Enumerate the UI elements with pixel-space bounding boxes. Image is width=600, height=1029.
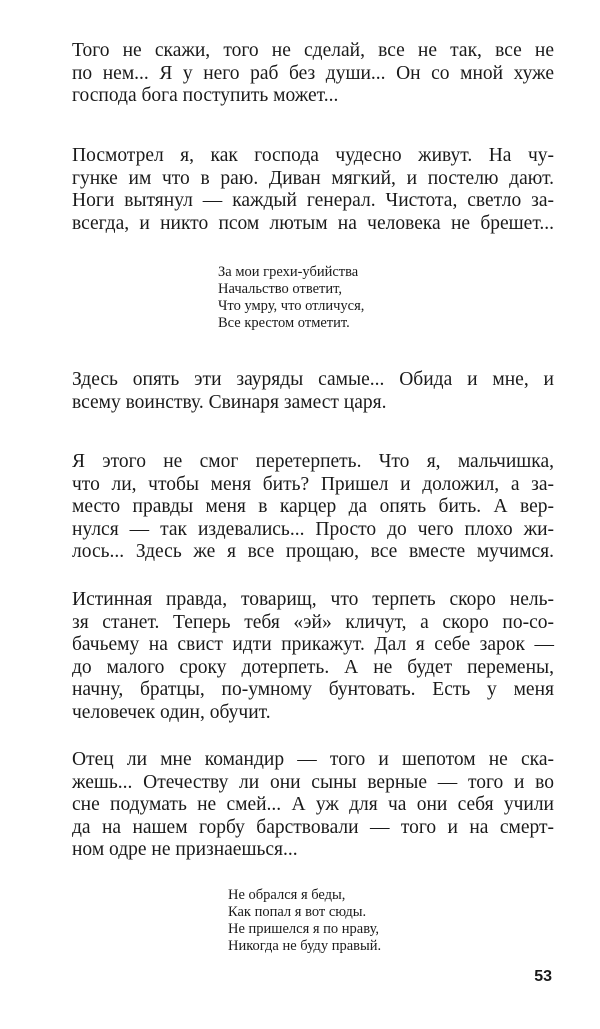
text-line: начну, братцы, по-умному бунтовать. Есть у меня (72, 679, 554, 700)
text-line: Здесь опять эти зауряды самые... Обида и мне, и (72, 369, 554, 390)
text-line: Истинная правда, товарищ, что терпеть скоро нель- (72, 589, 554, 610)
text-line: бачьему на свист идти прикажут. Дал я себе зарок — (72, 634, 554, 655)
paragraph (72, 749, 554, 862)
verse-line: Все крестом отметит. (218, 315, 350, 331)
text-line: Отец ли мне командир — того и шепотом не ска- (72, 749, 554, 770)
page-number: 53 (534, 968, 552, 985)
verse-line: За мои грехи-убийства (218, 264, 359, 280)
text-line: место правды меня в карцер да опять бить. А вер- (72, 496, 554, 517)
text-line: до малого сроку дотерпеть. А не будет перемены, (72, 656, 554, 678)
text-line: сне подумать не смей... А уж для ча они себя учили (72, 794, 554, 815)
text-line: всегда, и никто псом лютым на человека не брешет... (72, 212, 554, 234)
text-line: зя станет. Теперь тебя «эй» кличут, а скоро по-со- (72, 611, 554, 633)
text-line: Ноги вытянул — каждый генерал. Чистота, светло за- (72, 190, 554, 211)
text-line: по нем... Я у него раб без души... Он со мной хуже (72, 62, 554, 84)
text-line: всему воинству. Свинаря замест царя. (72, 391, 387, 413)
text-line: лось... Здесь же я все прощаю, все вместе мучимся. (72, 541, 554, 562)
verse-line: Не обрался я беды, (228, 887, 346, 903)
text-line: ном одре не признаешься... (72, 839, 298, 860)
verse-line: Начальство ответит, (218, 281, 342, 297)
paragraph (72, 451, 554, 564)
paragraph (72, 145, 554, 235)
verse-line: Никогда не буду правый. (228, 938, 382, 954)
text-line: гунке им что в раю. Диван мягкий, и постелю дают. (72, 167, 554, 189)
text-line: Того не скажи, того не сделай, все не так, все не (72, 40, 554, 61)
text-line: жешь... Отечеству ли они сыны верные — того и во (72, 771, 554, 793)
verse-line: Что умру, что отличуся, (218, 298, 365, 314)
text-line: нулся — так издевались... Просто до чего плохо жи- (72, 518, 554, 540)
verse-stanza (228, 887, 381, 955)
verse-stanza (218, 264, 364, 332)
text-line: что ли, чтобы меня бить? Пришел и доложил, а за- (72, 473, 554, 495)
paragraph (72, 589, 554, 724)
text-line: Я этого не смог перетерпеть. Что я, мальчишка, (72, 451, 554, 472)
text-line: человечек один, обучит. (72, 701, 271, 723)
paragraph (72, 40, 554, 108)
paragraph (72, 369, 554, 414)
text-line: господа бога поступить может... (72, 85, 339, 106)
verse-line: Как попал я вот сюды. (228, 904, 367, 920)
text-line: Посмотрел я, как господа чудесно живут. На чу- (72, 145, 554, 166)
verse-line: Не пришелся я по нраву, (228, 921, 380, 937)
text-line: да на нашем горбу барствовали — того и на смерт- (72, 816, 554, 838)
